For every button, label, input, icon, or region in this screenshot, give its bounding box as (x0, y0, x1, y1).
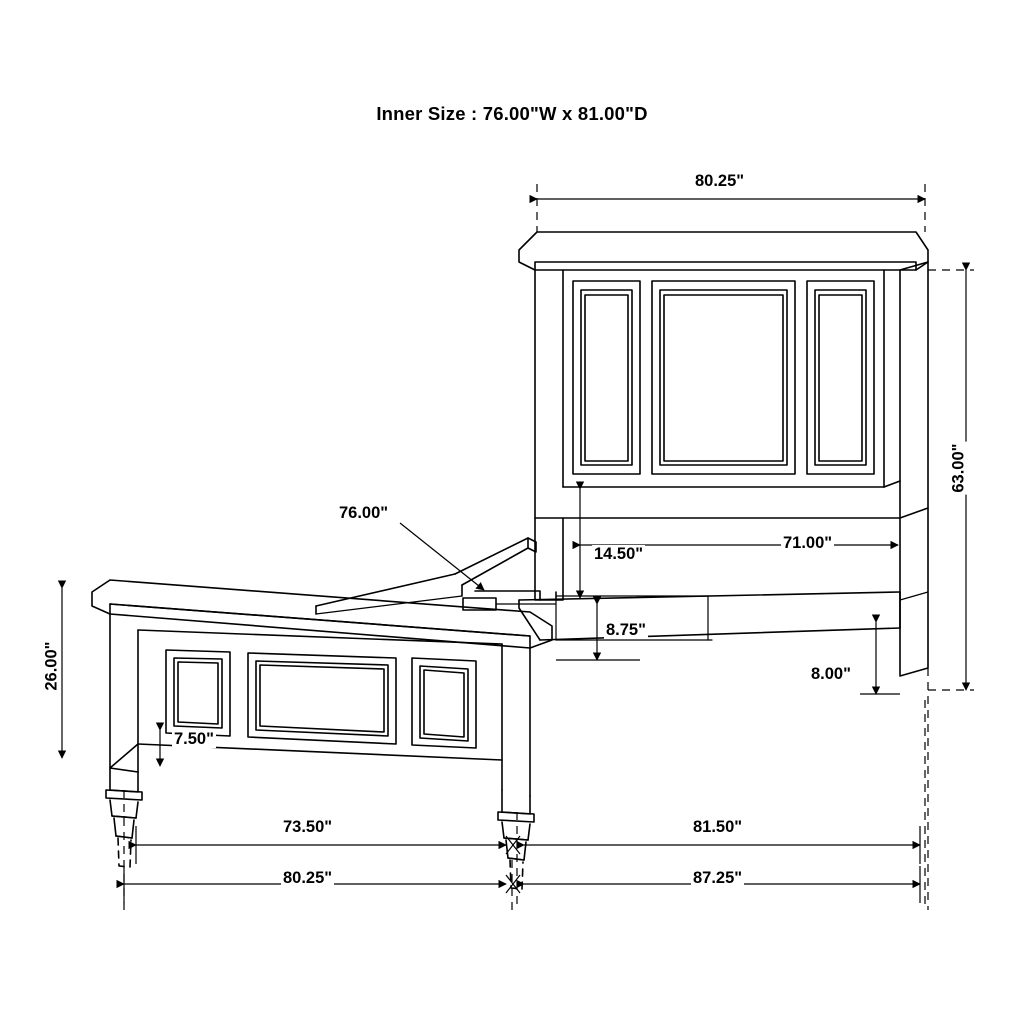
page-title: Inner Size : 76.00"W x 81.00"D (376, 103, 648, 124)
dim-footboard-height: 26.00" (42, 641, 61, 691)
dim-footboard-leg: 7.50" (174, 730, 214, 748)
dim-overall-depth: 87.25" (693, 869, 743, 887)
dim-headboard-height: 63.00" (949, 443, 968, 493)
dim-headboard-inner-width: 71.00" (783, 534, 833, 552)
dim-footboard-inner-width: 73.50" (283, 818, 333, 836)
dim-headboard-top-width: 80.25" (695, 172, 745, 190)
dim-slat-to-rail-top: 14.50" (594, 545, 644, 563)
dim-mattress-width: 76.00" (339, 504, 389, 522)
dim-rail-clearance: 8.75" (606, 621, 646, 639)
dim-footboard-overall-width: 80.25" (283, 869, 333, 887)
dim-side-rail-length: 81.50" (693, 818, 743, 836)
dim-side-rail-floor: 8.00" (811, 665, 851, 683)
